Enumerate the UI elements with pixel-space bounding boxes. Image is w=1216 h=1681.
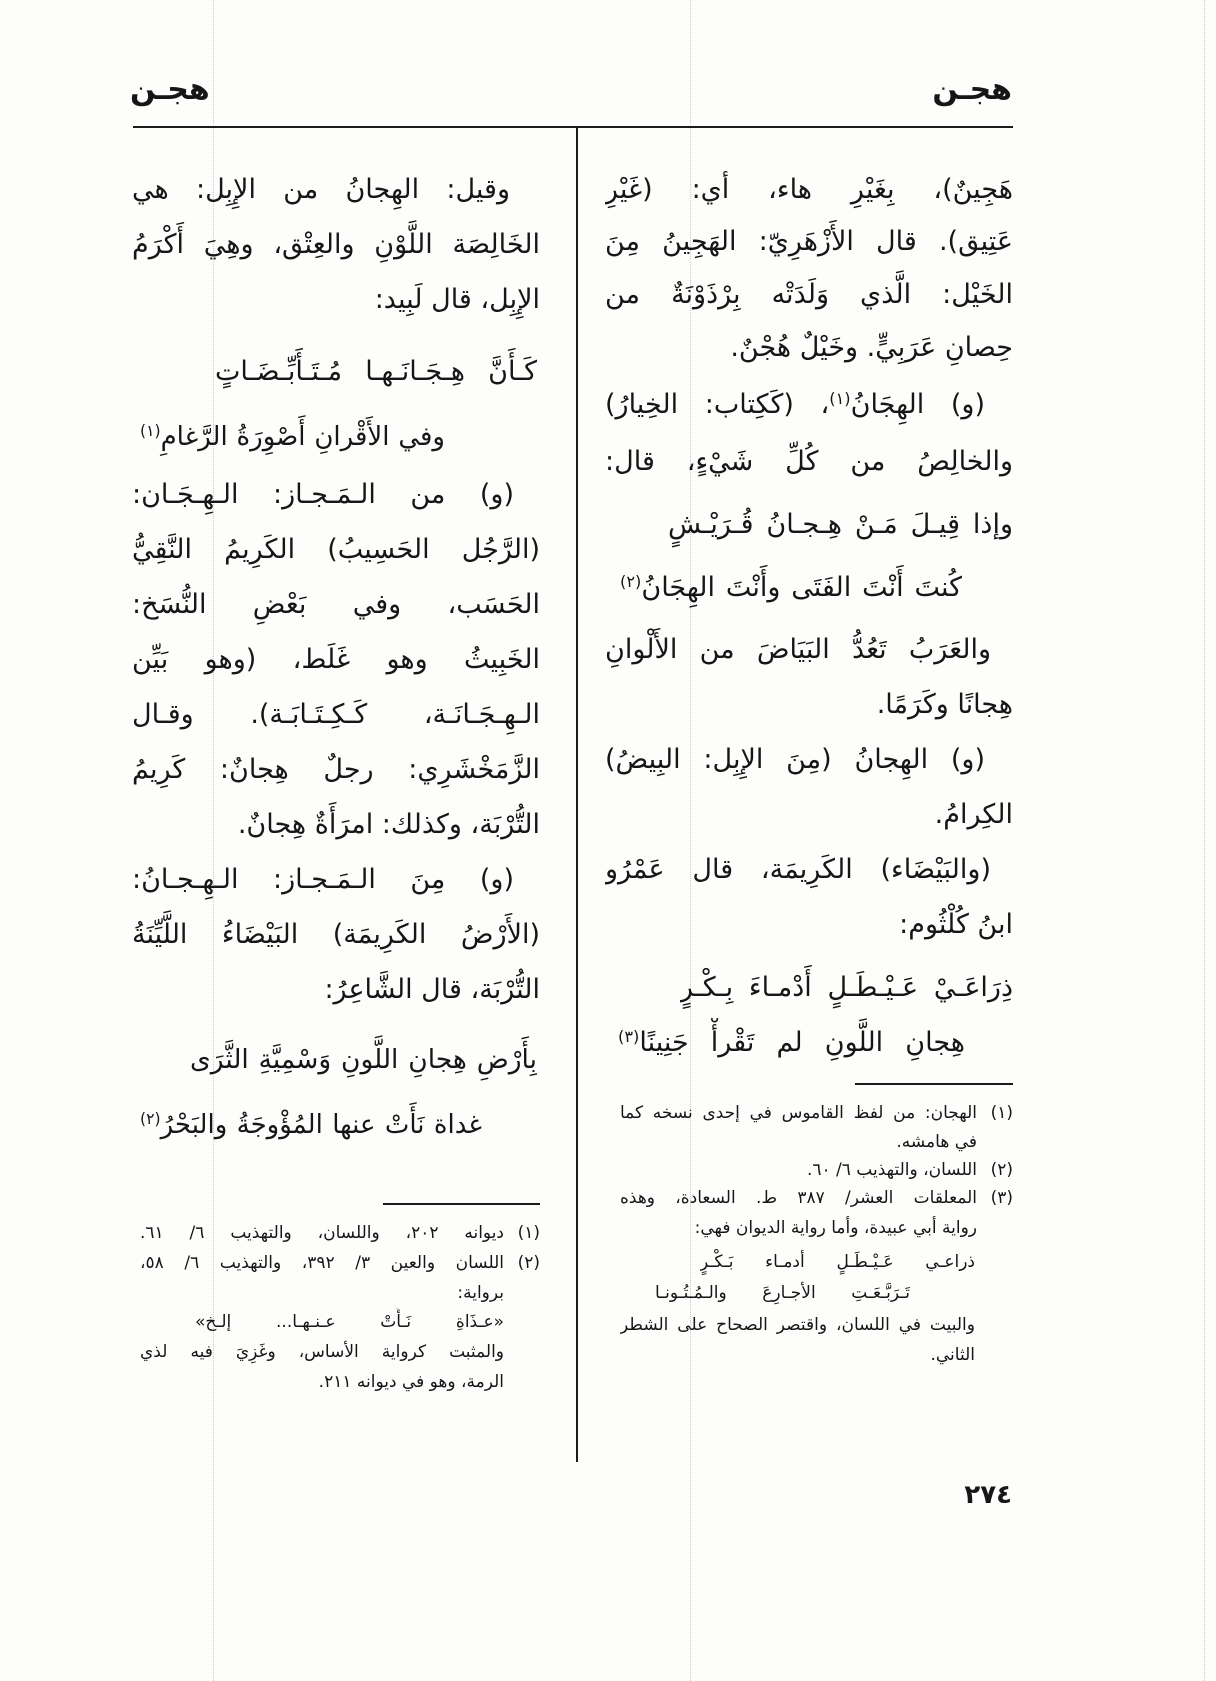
footnote-marker: (١) [829, 389, 851, 409]
text-line: (و) مِنَ الـمَـجـاز: الـهِـجـانُ: [132, 864, 514, 895]
text-line: (والبَيْضَاء) الكَرِيمَة، قال عَمْرُو [605, 854, 991, 885]
text-line: (و) من الـمَـجـاز: الـهِـجَـان: [132, 479, 514, 510]
footnote-line: والمثبت كرواية الأساس، وغَزِيَ فيه لذي [140, 1342, 504, 1362]
footnote-line: الرمة، وهو في ديوانه ٢١١. [318, 1372, 504, 1392]
footnote-number: (٢) [517, 1253, 540, 1273]
footnote-line: الثاني. [930, 1345, 975, 1365]
footnote-marker: (١) [140, 422, 161, 441]
verse-line [140, 1100, 482, 1150]
footnote-marker: (٢) [140, 1110, 161, 1129]
footnote-verse-line: «عـذَاةِ نَـأَتْ عـنـهـا... إلـخ» [195, 1312, 504, 1332]
text-line: (الأَرْضُ الكَرِيمَة) البَيْضَاءُ اللَّيِّنَةُ [132, 919, 540, 950]
footnote-line: برواية: [457, 1283, 504, 1303]
text-line: والعَرَبُ تَعُدُّ البَيَاضَ من الأَلْوانِ [605, 634, 991, 665]
column-divider [576, 127, 578, 1462]
footnote-verse-line: ذراعـي عَـيْـطَـلٍ أدمـاء بَـكْـرٍ [700, 1252, 975, 1272]
verse-text: هِجانِ اللَّونِ لم تَقْرأْ جَنِينًا [639, 1027, 965, 1058]
text-line: الكِرامُ. [934, 799, 1013, 830]
verse-line [618, 1018, 965, 1068]
running-header-right: هجـن [932, 72, 1012, 107]
text-line: هِجانًا وكَرَمًا. [876, 689, 1013, 720]
verse-line [620, 563, 962, 613]
verse-line: ذِرَاعَـيْ عَـيْـطَـلٍ أَدْمـاءَ بِـكْـرٍ [680, 972, 1013, 1003]
text-segment: (و) الهِجَانُ [850, 389, 985, 420]
text-line: الحَسَب، وفي بَعْضِ النُّسَخ: [132, 589, 540, 620]
text-line: الخَيْل: الَّذي وَلَدَتْه بِرْذَوْنَةٌ من [605, 279, 1013, 310]
text-line: التُّرْبَة، وكذلك: امرَأَةٌ هِجانٌ. [237, 809, 540, 840]
text-line: حِصانِ عَرَبِيٍّ. وخَيْلٌ هُجْنٌ. [730, 332, 1013, 363]
text-line: التُّرْبَة، قال الشَّاعِرُ: [324, 974, 540, 1005]
text-line: (و) الهِجانُ (مِنَ الإِبِل: البِيضُ) [605, 744, 985, 775]
scan-dotted-line [1204, 0, 1205, 1681]
running-header-left: هجـن [130, 72, 210, 107]
text-line: الـهِـجَـانَـة، كَـكِـتَـابَـة). وقـال [132, 699, 540, 730]
verse-text: كُنتَ أَنْتَ الفَتَى وأَنْتَ الهِجَانُ [641, 572, 962, 603]
left-column [132, 0, 540, 1681]
page-number: ٢٧٤ [964, 1480, 1012, 1510]
footnote-marker: (٣) [618, 1027, 640, 1047]
text-line: عَتِيق). قال الأَزْهَرِيّ: الهَجِينُ مِنَ [605, 226, 1013, 257]
verse-line: وإذا قِيـلَ مَـنْ هِـجـانُ قُـرَيْـشٍ [668, 509, 1013, 540]
verse-line: كَـأَنَّ هِـجَـانَـهـا مُـتَـأَبِّـضَـاتٍ [215, 356, 537, 387]
text-line: والخالِصُ من كُلِّ شَيْءٍ، قال: [605, 446, 1013, 477]
footnote-line: الهجان: من لفظ القاموس في إحدى نسخه كما [620, 1103, 977, 1123]
text-segment: ، (كَكِتاب: الخِيارُ) [605, 389, 830, 420]
text-line: الإِبِل، قال لَبِيد: [374, 284, 540, 315]
footnote-line: المعلقات العشر/ ٣٨٧ ط. السعادة، وهذه [620, 1188, 977, 1208]
footnote-line: اللسان، والتهذيب ٦/ ٦٠. [806, 1160, 977, 1180]
text-line: وقيل: الهِجانُ من الإِبِل: هي [132, 174, 510, 205]
text-line [605, 380, 1013, 430]
footnote-line: والبيت في اللسان، واقتصر الصحاح على الشطر [620, 1315, 975, 1335]
text-line: هَجِينٌ)، بِغَيْرِ هاء، أي: (غَيْرِ [605, 174, 1013, 205]
footnote-line: في هامشه. [896, 1132, 977, 1152]
text-line: الزَّمَخْشَرِي: رجلٌ هِجانٌ: كَرِيمُ [132, 754, 540, 785]
footnote-number: (١) [990, 1103, 1013, 1123]
text-line: الخَالِصَة اللَّوْنِ والعِتْق، وهِيَ أَكْرَمُ [132, 229, 540, 260]
verse-line: بِأَرْضِ هِجانِ اللَّونِ وَسْمِيَّةِ الثَّرَى [190, 1044, 537, 1075]
verse-text: وفي الأَقْرانِ أَصْوِرَةُ الرَّغامِ [160, 422, 445, 452]
right-column [605, 0, 1013, 1681]
text-line: (الرَّجُل الحَسِيبُ) الكَرِيمُ النَّقِيُّ [132, 534, 540, 565]
footnote-line: اللسان والعين ٣/ ٣٩٢، والتهذيب ٦/ ٥٨، [140, 1253, 504, 1273]
verse-line [140, 412, 445, 462]
text-line: ابنُ كُلْثُوم: [899, 909, 1013, 940]
footnote-verse-line: تَـرَبَّـعَـتِ الأجـارِعَ والـمُـتُـونـا [655, 1283, 910, 1303]
text-line: الخَبِيثُ وهو غَلَط، (وهو بَيِّن [132, 644, 540, 675]
footnote-line: ديوانه ٢٠٢، واللسان، والتهذيب ٦/ ٦١. [140, 1223, 504, 1243]
footnote-number: (٢) [990, 1160, 1013, 1180]
footnote-line: رواية أبي عبيدة، وأما رواية الديوان فهي: [694, 1218, 977, 1238]
footnote-marker: (٢) [620, 572, 642, 592]
footnote-number: (١) [517, 1223, 540, 1243]
verse-text: غداة نَأَتْ عنها المُؤْوجَةُ والبَحْرُ [160, 1110, 482, 1140]
footnote-number: (٣) [990, 1188, 1013, 1208]
